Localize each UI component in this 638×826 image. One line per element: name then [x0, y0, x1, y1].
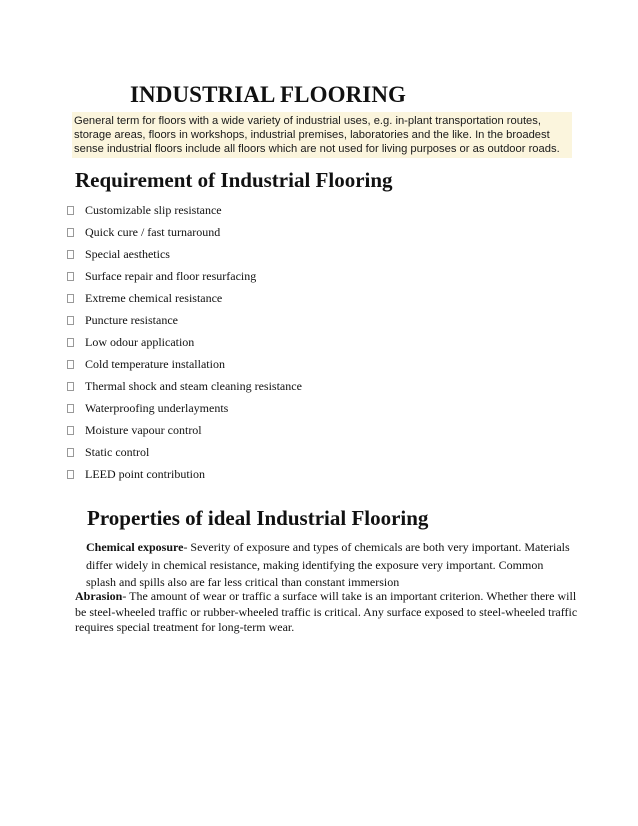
list-item	[67, 265, 302, 287]
list-item	[67, 463, 302, 485]
list-item-text: Moisture vapour control	[85, 422, 202, 437]
list-item	[67, 441, 302, 463]
chemical-exposure-paragraph	[86, 539, 576, 592]
list-item-text: LEED point contribution	[85, 466, 205, 481]
list-item	[67, 375, 302, 397]
bullet-icon	[67, 360, 74, 369]
bullet-icon	[67, 250, 74, 259]
list-item-text: Thermal shock and steam cleaning resistance	[85, 378, 302, 393]
list-item-text: Waterproofing underlayments	[85, 400, 229, 415]
intro-paragraph: General term for floors with a wide variety of industrial uses, e.g. in-plant transportation routes, storage areas, floors in workshops, industrial premises, laboratories and the like. In the broadest sense industrial floors include all floors which are not used for living purposes or as outdoor roads.	[72, 112, 572, 158]
requirements-heading: Requirement of Industrial Flooring	[75, 168, 393, 192]
list-item	[67, 331, 302, 353]
list-item-text: Special aesthetics	[85, 246, 170, 261]
bullet-icon	[67, 228, 74, 237]
bullet-icon	[67, 294, 74, 303]
abrasion-term: Abrasion	[75, 589, 123, 603]
list-item-text: Quick cure / fast turnaround	[85, 224, 221, 239]
requirements-list	[67, 199, 302, 485]
abrasion-paragraph	[75, 589, 585, 636]
bullet-icon	[67, 206, 74, 215]
chemical-exposure-text: - Severity of exposure and types of chemicals are both very important. Materials differ widely in chemical resistance, making identifying the exposure very important. Common splash and spills also are far less critical than constant immersion	[86, 540, 570, 589]
list-item-text: Static control	[85, 444, 150, 459]
page-title: INDUSTRIAL FLOORING	[130, 82, 407, 107]
list-item-text: Extreme chemical resistance	[85, 290, 223, 305]
list-item-text: Low odour application	[85, 334, 195, 349]
chemical-exposure-term: Chemical exposure	[86, 540, 184, 554]
list-item	[67, 353, 302, 375]
bullet-icon	[67, 338, 74, 347]
bullet-icon	[67, 272, 74, 281]
list-item-text: Cold temperature installation	[85, 356, 225, 371]
properties-heading: Properties of ideal Industrial Flooring	[87, 506, 429, 530]
list-item	[67, 419, 302, 441]
list-item-text: Customizable slip resistance	[85, 202, 222, 217]
bullet-icon	[67, 470, 74, 479]
list-item	[67, 243, 302, 265]
bullet-icon	[67, 382, 74, 391]
list-item-text: Surface repair and floor resurfacing	[85, 268, 257, 283]
list-item	[67, 397, 302, 419]
list-item	[67, 287, 302, 309]
bullet-icon	[67, 404, 74, 413]
list-item-text: Puncture resistance	[85, 312, 178, 327]
bullet-icon	[67, 316, 74, 325]
bullet-icon	[67, 448, 74, 457]
abrasion-text: - The amount of wear or traffic a surface will take is an important criterion. Whether there will be steel-wheeled traffic or rubber-wheeled traffic is critical. Any surface exposed to steel-wheeled traffic requires special treatment for long-term wear.	[75, 589, 578, 634]
list-item	[67, 221, 302, 243]
list-item	[67, 309, 302, 331]
bullet-icon	[67, 426, 74, 435]
list-item	[67, 199, 302, 221]
